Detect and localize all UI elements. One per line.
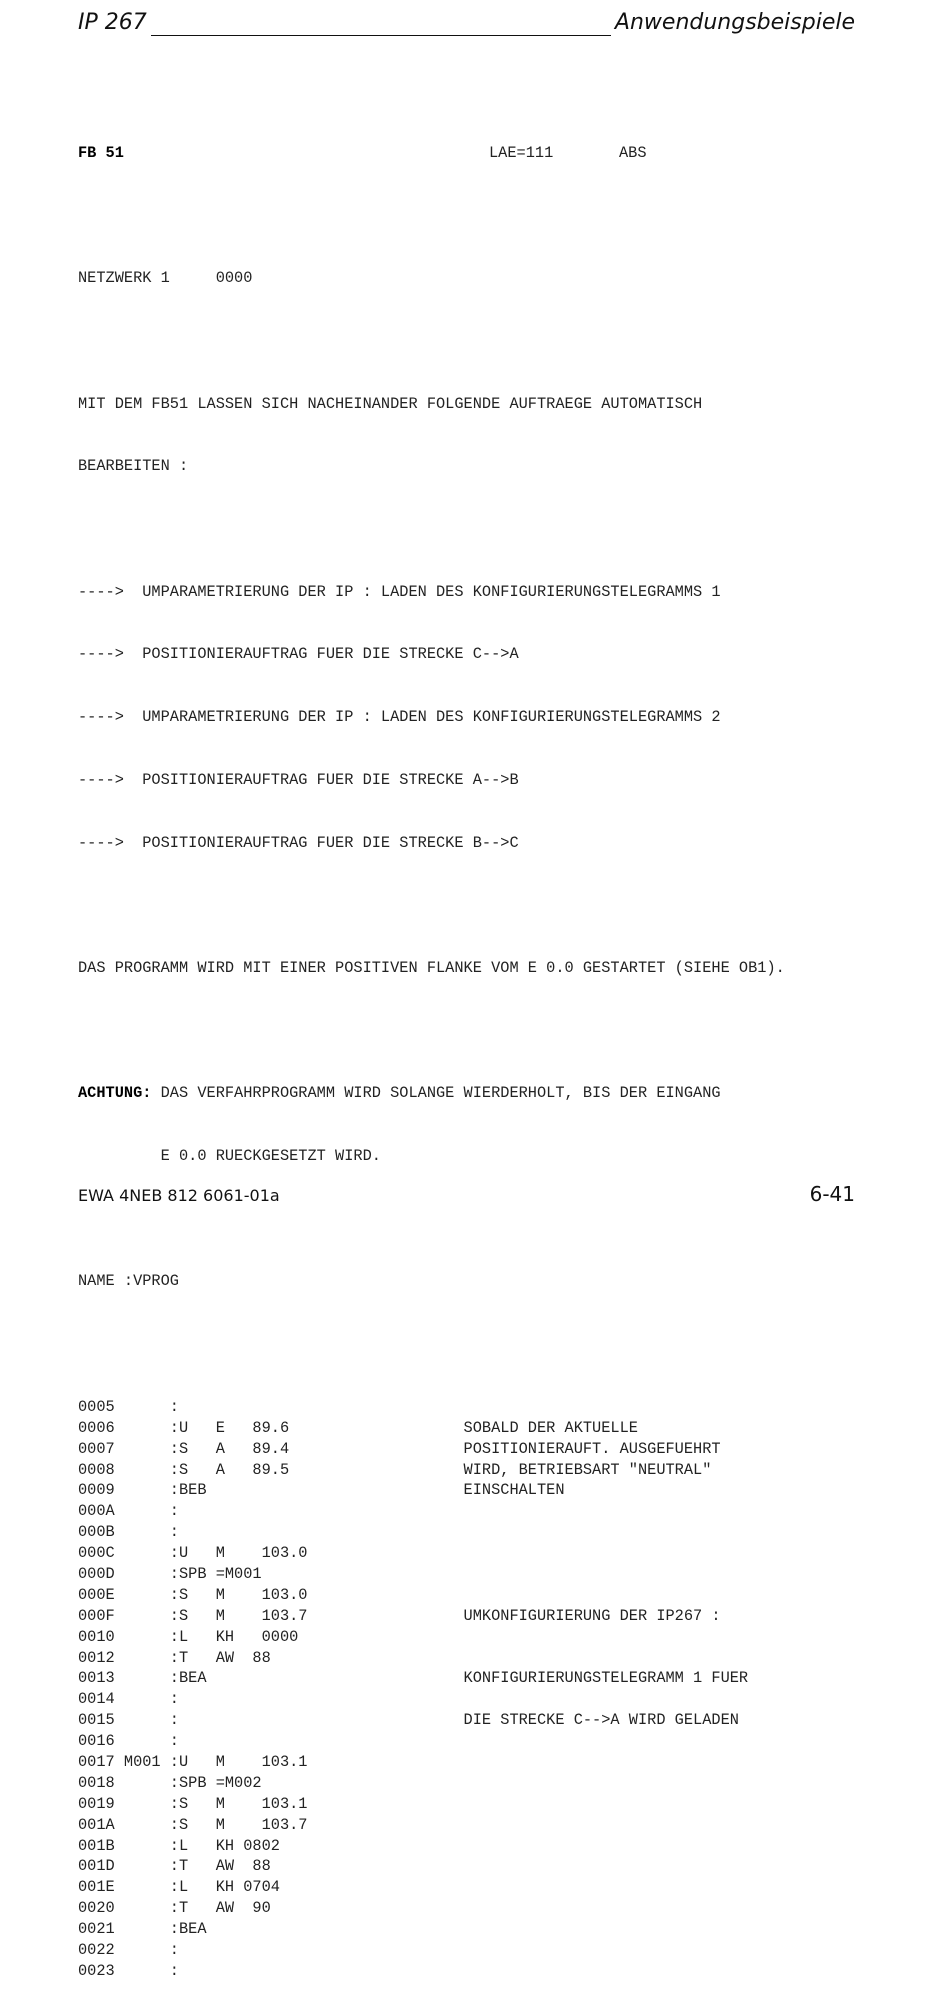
code-line: 001B :L KH 0802	[78, 1836, 280, 1855]
code-line: 0022 :	[78, 1941, 179, 1960]
code-line: 000F :S M 103.7 UMKONFIGURIERUNG DER IP267 :	[78, 1606, 721, 1625]
warning-text: DAS VERFAHRPROGRAMM WIRD SOLANGE WIERDERHOLT, BIS DER EINGANG	[151, 1084, 721, 1103]
intro-line-1: MIT DEM FB51 LASSEN SICH NACHEINANDER FOLGENDE AUFTRAEGE AUTOMATISCH	[78, 394, 703, 413]
code-line: 0007 :S A 89.4 POSITIONIERAUFT. AUSGEFUEHRT	[78, 1439, 721, 1458]
header-rule	[140, 35, 635, 36]
warning-line-2: E 0.0 RUECKGESETZT WIRD.	[78, 1147, 381, 1166]
name-line: NAME :VPROG	[78, 1272, 179, 1291]
code-line: 0014 :	[78, 1690, 179, 1709]
header-section-title: Anwendungsbeispiele	[611, 8, 855, 38]
network-line: NETZWERK 1 0000	[78, 269, 253, 288]
code-line: 0023 :	[78, 1961, 179, 1980]
program-listing	[78, 101, 918, 2003]
block-line	[78, 143, 918, 164]
code-line: 0005 :	[78, 1397, 179, 1416]
code-line: 0020 :T AW 90	[78, 1899, 271, 1918]
code-line: 0015 : DIE STRECKE C-->A WIRD GELADEN	[78, 1711, 739, 1730]
task-line: ----> POSITIONIERAUFTRAG FUER DIE STRECKE C-->A	[78, 645, 519, 664]
code-line: 001E :L KH 0704	[78, 1878, 280, 1897]
start-note: DAS PROGRAMM WIRD MIT EINER POSITIVEN FLANKE VOM E 0.0 GESTARTET (SIEHE OB1).	[78, 958, 785, 977]
code-line: 0016 :	[78, 1732, 179, 1751]
code-line: 0019 :S M 103.1	[78, 1794, 308, 1813]
code-line: 000B :	[78, 1523, 179, 1542]
block-name: FB 51	[78, 143, 124, 162]
code-line: 0018 :SPB =M002	[78, 1773, 262, 1792]
code-line: 001A :S M 103.7	[78, 1815, 308, 1834]
task-line: ----> UMPARAMETRIERUNG DER IP : LADEN DES KONFIGURIERUNGSTELEGRAMMS 2	[78, 708, 721, 727]
code-line: 000D :SPB =M001	[78, 1565, 262, 1583]
warning-line-1	[78, 1083, 918, 1104]
warning-label: ACHTUNG:	[78, 1084, 152, 1103]
code-line: 0010 :L KH 0000	[78, 1627, 299, 1646]
code-line: 0006 :U E 89.6 SOBALD DER AKTUELLE	[78, 1418, 638, 1437]
page-header	[78, 8, 855, 42]
code-line: 0021 :BEA	[78, 1920, 207, 1939]
code-line: 000A :	[78, 1502, 179, 1521]
footer-doc-number: EWA 4NEB 812 6061-01a	[78, 1186, 280, 1205]
header-product: IP 267	[78, 8, 151, 38]
code-line: 0009 :BEB EINSCHALTEN	[78, 1481, 565, 1500]
intro-line-2: BEARBEITEN :	[78, 457, 189, 476]
code-line: 0013 :BEA KONFIGURIERUNGSTELEGRAMM 1 FUER	[78, 1669, 749, 1688]
block-lae: LAE=111	[489, 143, 554, 162]
code-line: 0008 :S A 89.5 WIRD, BETRIEBSART "NEUTRAL"	[78, 1460, 712, 1479]
code-line: 0012 :T AW 88	[78, 1648, 271, 1667]
code-line: 000C :U M 103.0	[78, 1544, 308, 1563]
block-abs: ABS	[619, 143, 647, 162]
code-line: 001D :T AW 88	[78, 1857, 271, 1876]
statement-list	[78, 1397, 918, 1982]
code-line: 0017 M001 :U M 103.1	[78, 1753, 308, 1772]
code-line: 000E :S M 103.0	[78, 1585, 308, 1604]
task-line: ----> POSITIONIERAUFTRAG FUER DIE STRECKE A-->B	[78, 770, 519, 789]
page-number: 6-41	[809, 1182, 855, 1206]
task-line: ----> POSITIONIERAUFTRAG FUER DIE STRECKE B-->C	[78, 833, 519, 852]
task-line: ----> UMPARAMETRIERUNG DER IP : LADEN DES KONFIGURIERUNGSTELEGRAMMS 1	[78, 582, 721, 601]
